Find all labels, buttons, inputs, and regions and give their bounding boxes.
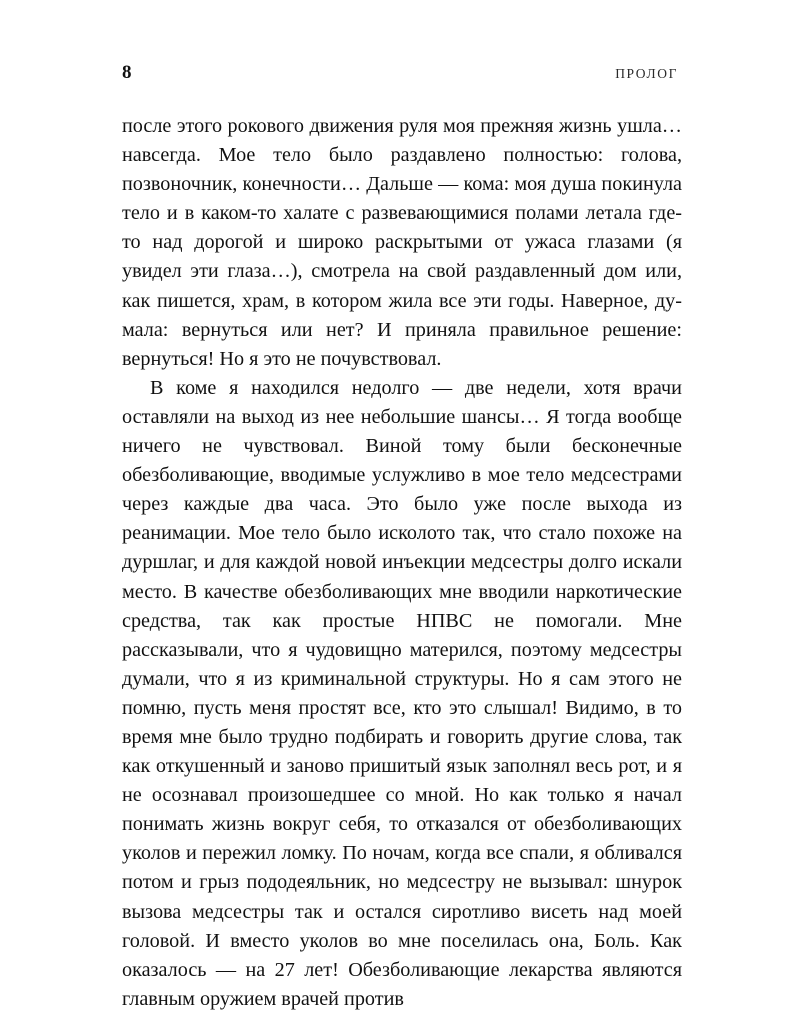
chapter-title: ПРОЛОГ (615, 66, 678, 81)
page-body (122, 112, 682, 1014)
paragraph: после этого рокового движения руля моя прежняя жизнь ушла… навсегда. Мое тело было раздавлено полностью: голова, позвоночник, конечности… Дальше — кома: моя душа покинула тело и в каком-то халате с развевающимися полами летала где-то над дорогой и широко раскрытыми от ужаса глазами (я увидел эти глаза…), смотрела на свой раздавленный дом или, как пишется, храм, в котором жила все эти годы. Наверное, думала: вернуться или нет? И приняла правильное решение: вернуться! Но я это не почувствовал. (122, 115, 682, 370)
paragraph: В коме я находился недолго — две недели, хотя врачи оставляли на выход из нее небольшие шансы… Я тогда вообще ничего не чувствовал. Виной тому были бесконечные обезболивающие, вводимые услужливо в мое тело медсестрами через каждые два часа. Это было уже после выхода из реанимации. Мое тело было исколото так, что стало похоже на дуршлаг, и для каждой новой инъекции медсестры долго искали место. В качестве обезболивающих мне вводили наркотические средства, так как простые НПВС не помогали. Мне рассказывали, что я чудовищно матерился, поэтому медсестры думали, что я из криминальной структуры. Но я сам этого не помню, пусть меня простят все, кто это слышал! Видимо, в то время мне было трудно подбирать и говорить другие слова, так как откушенный и заново пришитый язык заполнял весь рот, и я не осознавал произошедшее со мной. Но как только я начал понимать жизнь вокруг себя, то отказался от обезболивающих уколов и пережил ломку. По ночам, когда все спали, я обливался потом и грыз пододеяльник, но медсестру не вызывал: шнурок вызова медсестры так и остался сиротливо висеть над моей головой. И вместо уколов во мне поселилась она, Боль. Как оказалось — на 27 лет! Обезболивающие лекарства являются главным оружием врачей против (122, 376, 682, 1010)
page-number: 8 (122, 62, 132, 83)
running-head (122, 62, 678, 84)
